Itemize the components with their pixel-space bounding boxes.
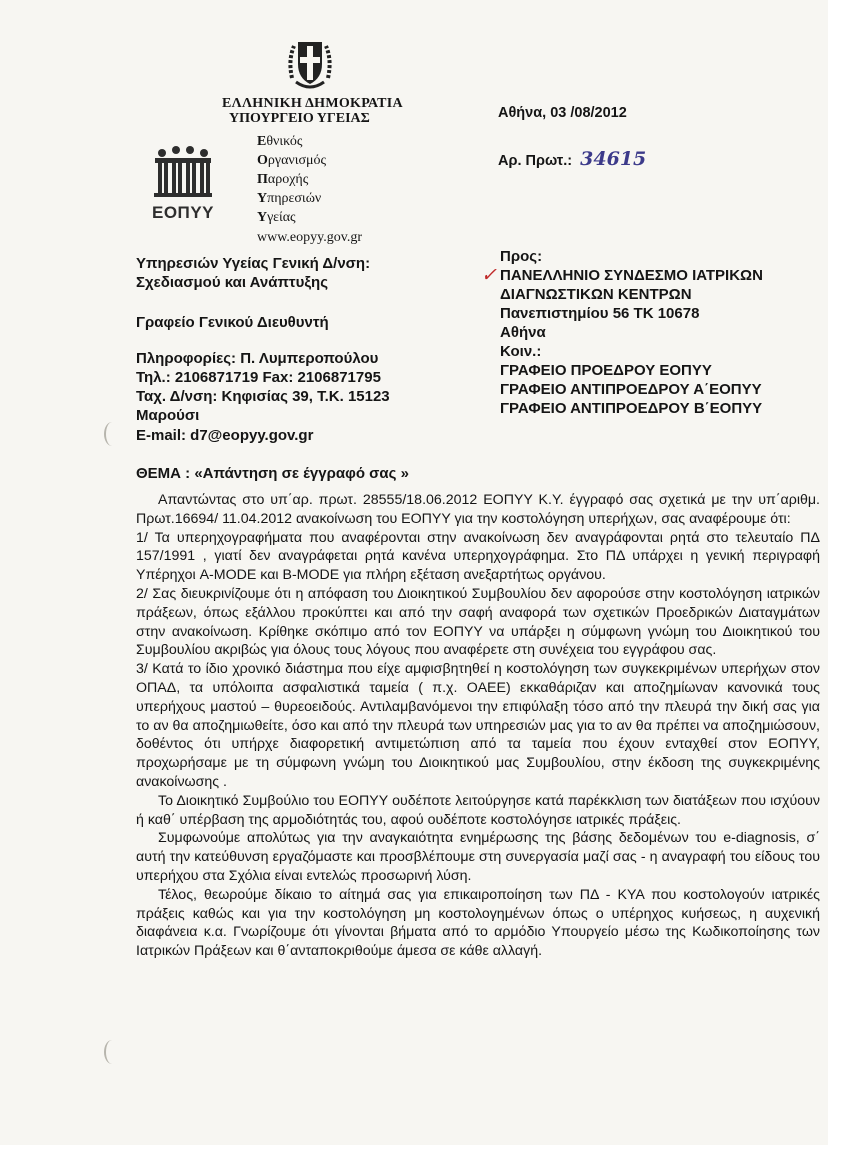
body-paragraph: 1/ Τα υπερηχογραφήματα που αναφέρονται στην ανακοίνωση δεν αναγράφονται ρητά στο τελευταίο ΠΔ 157/1991 , γιατί δεν αναγράφεται ρητά κανένα υπερηχογράφημα. Στο ΠΔ υπάρχει η γενική περιγραφή Υπέρηχοι A-MODE και B-MODE για πλήρη εξέταση ανεξαρτήτως οργάνου. [136, 529, 820, 584]
cc-line: ΓΡΑΦΕΙΟ ΑΝΤΙΠΡΟΕΔΡΟΥ Β΄ΕΟΠΥΥ [500, 400, 763, 417]
eopyy-logo [152, 144, 214, 220]
org-line: Οργανισμός [257, 153, 327, 168]
address-line1: Ταχ. Δ/νση: Κηφισίας 39, Τ.Κ. 15123 [136, 388, 390, 405]
website-link[interactable]: www.eopyy.gov.gr [257, 230, 362, 245]
body-paragraph: Τέλος, θεωρούμε δίκαιο το αίτημά σας για επικαιροποίηση των ΠΔ - ΚΥΑ που κοστολογούν ιατρικές πράξεις καθώς και για την κοστολόγηση μη κοστολογημένων όπως ο υπέρηχος κυήσεως, η αυχενική διαφάνεια κ.α. Γνωρίζουμε ότι γίνονται βήματα από το αρμόδιο Υπουργείο μέσω της Κωδικοποίησης των Ιατρικών Πράξεων και θ΄ανταποκριθούμε άμεσα σε κάθε αλλαγή. [136, 886, 820, 960]
directorate-line1: Υπηρεσιών Υγείας Γενική Δ/νση: [136, 255, 371, 272]
org-name [257, 132, 326, 227]
punch-hole-mark [104, 1040, 120, 1064]
scan-border-right [828, 0, 850, 1169]
scan-border-bottom [0, 1145, 850, 1169]
org-line: Υγείας [257, 210, 296, 225]
address-line2: Μαρούσι [136, 407, 200, 424]
email-link[interactable]: E-mail: d7@eopyy.gov.gr [136, 427, 314, 444]
recipient-line: Πανεπιστημίου 56 ΤΚ 10678 [500, 305, 700, 322]
body-paragraph: Απαντώντας στο υπ΄αρ. πρωτ. 28555/18.06.2012 ΕΟΠΥΥ Κ.Υ. έγγραφό σας σχετικά με την υπ΄αριθμ. Πρωτ.16694/ 11.04.2012 ανακοίνωση του ΕΟΠΥΥ για την κοστολόγηση υπερήχων, σας αναφέρουμε ότι: [136, 492, 820, 527]
greek-emblem-icon [286, 34, 334, 92]
office-name: Γραφείο Γενικού Διευθυντή [136, 314, 329, 331]
body-paragraph: 3/ Κατά το ίδιο χρονικό διάστημα που είχε αμφισβητηθεί η κοστολόγηση των συγκεκριμένων υπερήχων στον ΟΠΑΔ, τα υπόλοιπα ασφαλιστικά ταμεία ( π.χ. ΟΑΕΕ) εκκαθάριζαν και αποζημίωναν κανονικά τους υπερήχους μαστού – θυρεοειδούς. Αντιλαμβανόμενοι την επιφύλαξη τόσο από την πλευρά την δική σας για το αν θα αποζημιωθείτε, όσο και από την πλευρά των υπηρεσιών μας για το αν θα πρέπει να αποζημιώσουν, δοθέντος ότι υπήρχε διαφορετική αντιμετώπιση από τα ταμεία που έχουν ενταχθεί στον ΕΟΠΥΥ, προχωρήσαμε με τη σύμφωνη γνώμη του Διοικητικού μας Συμβουλίου, στην έκδοση της συγκεκριμένης ανακοίνωσης . [136, 661, 820, 790]
protocol-row [498, 148, 646, 170]
cc-line: ΓΡΑΦΕΙΟ ΠΡΟΕΔΡΟΥ ΕΟΠΥΥ [500, 362, 712, 379]
recipient-line: Αθήνα [500, 324, 546, 341]
protocol-number-handwritten: 34615 [580, 148, 647, 170]
info-contact: Πληροφορίες: Π. Λυμπεροπούλου [136, 350, 379, 367]
recipient-line: ΔΙΑΓΝΩΣΤΙΚΩΝ ΚΕΝΤΡΩΝ [500, 286, 692, 303]
org-line: Παροχής [257, 172, 309, 187]
phone-fax: Τηλ.: 2106871719 Fax: 2106871795 [136, 369, 381, 386]
to-label: Προς: [500, 248, 543, 265]
body-paragraph: Συμφωνούμε απολύτως για την αναγκαιότητα ενημέρωσης της βάσης δεδομένων του e-diagnosis, σ΄ αυτή την κατεύθυνση εργαζόμαστε και προσβλέπουμε στη συνεργασία μαζί σας - η αναγραφή του είδους του υπερήχου στα Σχόλια είναι εντελώς προσωρινή λύση. [136, 830, 820, 884]
republic-title: ΕΛΛΗΝΙΚΗ ΔΗΜΟΚΡΑΤΙΑ [222, 96, 403, 111]
cc-label: Κοιν.: [500, 343, 542, 360]
org-line: Υπηρεσιών [257, 191, 322, 206]
punch-hole-mark [104, 422, 120, 446]
org-line: Εθνικός [257, 134, 303, 149]
subject-line: ΘΕΜΑ : «Απάντηση σε έγγραφό σας » [136, 465, 409, 482]
letter-date: Αθήνα, 03 /08/2012 [498, 105, 627, 121]
checkmark-icon: ✓ [481, 265, 497, 286]
logo-text: ΕΟΠΥΥ [152, 203, 215, 222]
body-paragraph: Το Διοικητικό Συμβούλιο του ΕΟΠΥΥ ουδέποτε λειτούργησε κατά παρέκκλιση των διατάξεων που ισχύουν ή καθ΄ υπέρβαση της αρμοδιότητάς του, αφού ουδέποτε κοστολόγησε ιατρικές πράξεις. [136, 792, 820, 828]
eopyy-figures-icon [152, 144, 214, 200]
cc-line: ΓΡΑΦΕΙΟ ΑΝΤΙΠΡΟΕΔΡΟΥ Α΄ΕΟΠΥΥ [500, 381, 762, 398]
ministry-title: ΥΠΟΥΡΓΕΙΟ ΥΓΕΙΑΣ [229, 111, 370, 126]
recipient-line: ΠΑΝΕΛΛΗΝΙΟ ΣΥΝΔΕΣΜΟ ΙΑΤΡΙΚΩΝ [500, 267, 763, 284]
body-paragraph: 2/ Σας διευκρινίζουμε ότι η απόφαση του Διοικητικού Συμβουλίου δεν αφορούσε στην κοστολόγηση ιατρικών πράξεων, όπως εξάλλου προκύπτει και από την σαφή αναφορά των σχετικών Προεδρικών Διαταγμάτων στην ανακοίνωση. Κρίθηκε σκόπιμο από τον ΕΟΠΥΥ να υπάρξει η σύμφωνη γνώμη του Διοικητικού του Συμβουλίου ακριβώς για όλους τους λόγους που αναφέρετε στη συνέχεια του εγγράφου σας. [136, 585, 820, 659]
letter-body [136, 491, 820, 961]
protocol-label: Αρ. Πρωτ.: [498, 153, 573, 169]
directorate-line2: Σχεδιασμού και Ανάπτυξης [136, 274, 328, 291]
